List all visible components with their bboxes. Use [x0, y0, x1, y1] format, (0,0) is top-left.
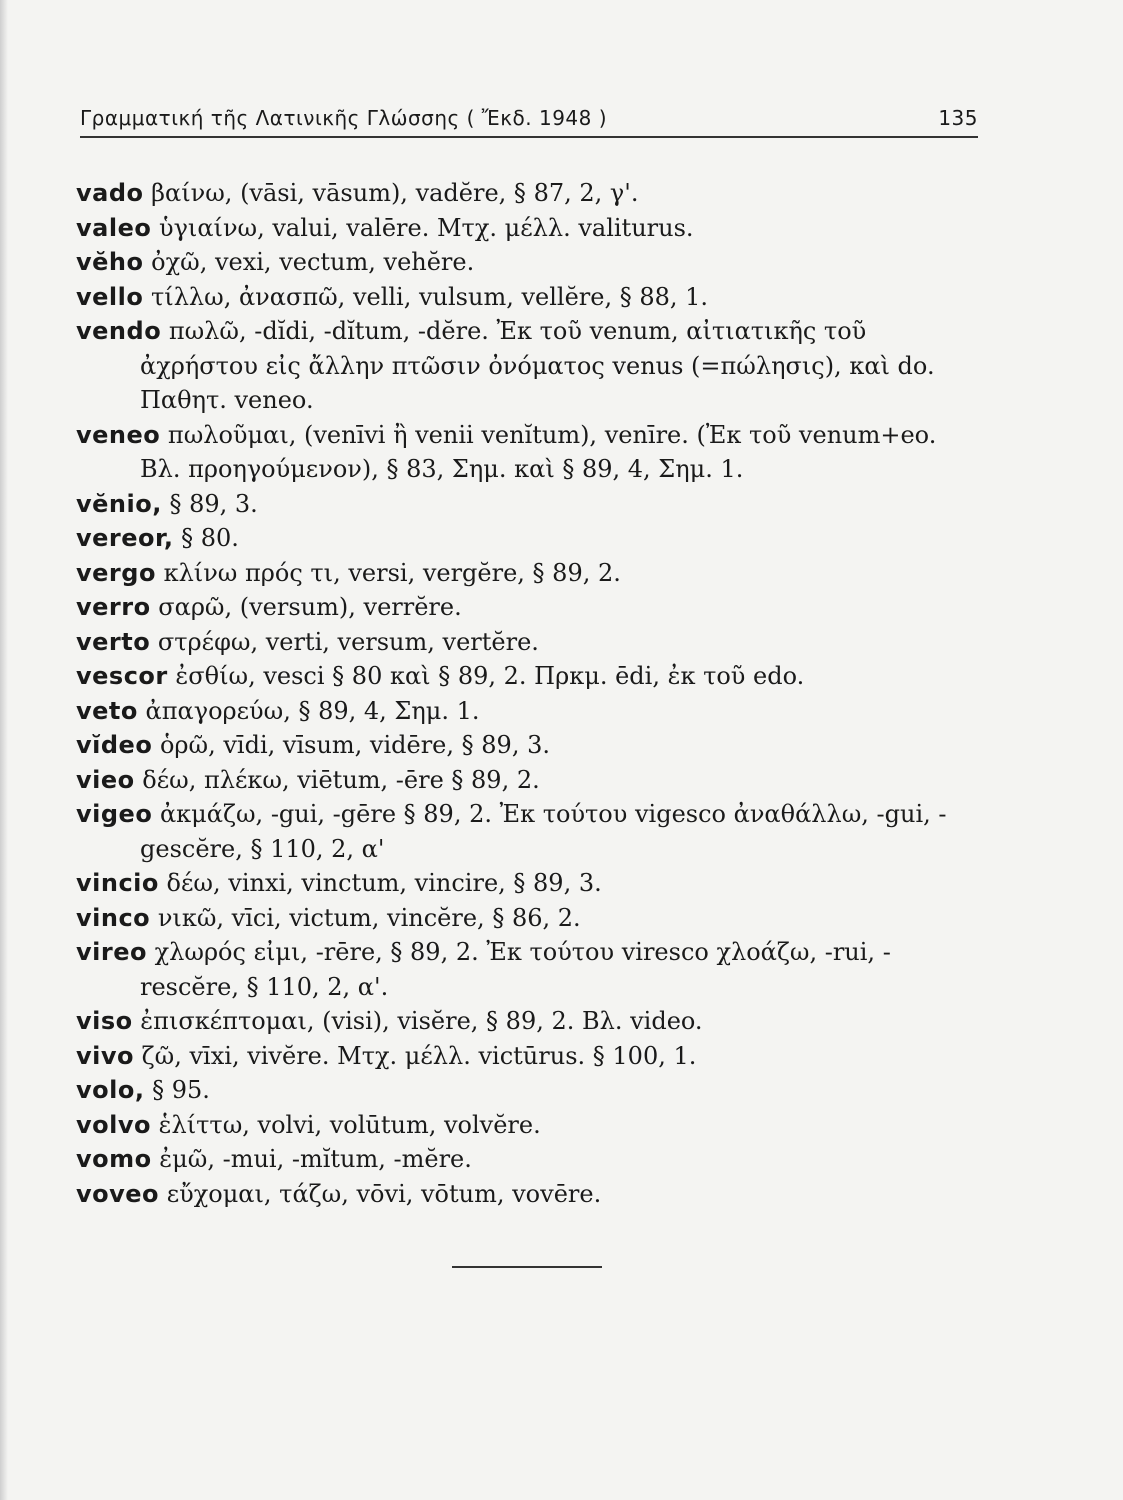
dictionary-entry — [76, 1142, 981, 1177]
headword: voveo — [76, 1179, 160, 1208]
definition: ἐμῶ, -mui, -mĭtum, -mĕre. — [159, 1145, 472, 1173]
dictionary-entry — [76, 211, 981, 246]
definition: πωλῶ, -dĭdi, -dĭtum, -dĕre. Ἐκ τοῦ venum, αἰτιατικῆς τοῦ ἀχρήστου εἰς ἄλλην πτῶσιν ὀνόματος venus (=πώλησις), καὶ do. Παθητ. veneo. — [140, 317, 935, 414]
dictionary-entry — [76, 487, 981, 522]
headword: vello — [76, 282, 144, 311]
definition: πωλοῦμαι, (venīvi ἢ venii venĭtum), venīre. (Ἐκ τοῦ venum+eo. Βλ. προηγούμενον), § 83, Σημ. καὶ § 89, 4, Σημ. 1. — [140, 420, 937, 483]
headword: verto — [76, 627, 151, 656]
dictionary-entry — [76, 625, 981, 660]
dictionary-entry — [76, 1073, 981, 1108]
headword: vĕnio, — [76, 489, 162, 518]
dictionary-entry — [76, 1004, 981, 1039]
dictionary-entry — [76, 694, 981, 729]
definition: σαρῶ, (versum), verrĕre. — [158, 593, 462, 621]
dictionary-entries — [76, 176, 981, 1211]
dictionary-entry — [76, 901, 981, 936]
definition: ζῶ, vīxi, vivĕre. Μτχ. μέλλ. victūrus. § 100, 1. — [141, 1041, 697, 1070]
dictionary-entry — [76, 1039, 981, 1074]
dictionary-entry — [76, 280, 981, 315]
definition: ἀκμάζω, -gui, -gēre § 89, 2. Ἐκ τούτου vigesco ἀναθάλλω, -gui, -gescĕre, § 110, 2, α' — [140, 800, 947, 863]
dictionary-entry — [76, 314, 981, 418]
definition: δέω, vinxi, vinctum, vincire, § 89, 3. — [166, 869, 602, 897]
definition: κλίνω πρός τι, versi, vergĕre, § 89, 2. — [163, 558, 621, 587]
end-rule — [452, 1266, 602, 1268]
definition: § 80. — [181, 524, 239, 552]
dictionary-entry — [76, 797, 981, 866]
headword: vergo — [76, 558, 156, 587]
headword: vescor — [76, 662, 168, 690]
dictionary-entry — [76, 1177, 981, 1212]
definition: χλωρός εἰμι, -rēre, § 89, 2. Ἐκ τούτου viresco χλοάζω, -rui, -rescĕre, § 110, 2, α'. — [140, 938, 891, 1001]
dictionary-entry — [76, 763, 981, 798]
definition: ἐσθίω, vesci § 80 καὶ § 89, 2. Πρκμ. ēdi, ἐκ τοῦ edo. — [175, 662, 805, 690]
definition: τίλλω, ἀνασπῶ, velli, vulsum, vellĕre, § 88, 1. — [151, 282, 709, 311]
headword: vereor, — [76, 524, 174, 552]
headword: volo, — [76, 1076, 145, 1104]
headword: veneo — [76, 420, 161, 449]
dictionary-entry — [76, 556, 981, 591]
page-edge — [0, 0, 8, 1500]
headword: volvo — [76, 1110, 151, 1139]
headword: viso — [76, 1007, 133, 1035]
definition: στρέφω, verti, versum, vertĕre. — [157, 627, 539, 656]
dictionary-entry — [76, 935, 981, 1004]
definition: νικῶ, vīci, victum, vincĕre, § 86, 2. — [157, 903, 581, 932]
definition: ὀχῶ, vexi, vectum, vehĕre. — [151, 248, 475, 276]
definition: εὔχομαι, τάζω, vōvi, vōtum, vovēre. — [166, 1179, 602, 1208]
definition: ὑγιαίνω, valui, valēre. Μτχ. μέλλ. valiturus. — [158, 213, 694, 242]
headword: vireo — [76, 938, 147, 966]
definition: δέω, πλέκω, viētum, -ēre § 89, 2. — [142, 765, 540, 794]
definition: § 95. — [152, 1076, 210, 1104]
headword: vĕho — [76, 248, 144, 276]
headword: veto — [76, 696, 138, 725]
headword: vado — [76, 179, 144, 207]
dictionary-entry — [76, 728, 981, 763]
headword: verro — [76, 593, 151, 621]
dictionary-entry — [76, 245, 981, 280]
headword: vigeo — [76, 800, 153, 828]
definition: ἑλίττω, volvi, volūtum, volvĕre. — [158, 1110, 541, 1139]
dictionary-entry — [76, 418, 981, 487]
dictionary-entry — [76, 590, 981, 625]
headword: vieo — [76, 765, 135, 794]
headword: vincio — [76, 869, 159, 897]
headword: vinco — [76, 903, 151, 932]
dictionary-entry — [76, 659, 981, 694]
headword: vomo — [76, 1145, 152, 1173]
definition: ἀπαγορεύω, § 89, 4, Σημ. 1. — [145, 696, 480, 725]
headword: valeo — [76, 213, 152, 242]
headword: vendo — [76, 317, 162, 345]
dictionary-entry — [76, 521, 981, 556]
definition: ὁρῶ, vīdi, vīsum, vidēre, § 89, 3. — [159, 731, 550, 759]
dictionary-entry — [76, 1108, 981, 1143]
dictionary-entry — [76, 176, 981, 211]
headword: vivo — [76, 1041, 135, 1070]
headword: vĭdeo — [76, 731, 153, 759]
definition: ἐπισκέπτομαι, (visi), visĕre, § 89, 2. Βλ. video. — [140, 1007, 703, 1035]
page-number: 135 — [938, 106, 978, 130]
definition: βαίνω, (vāsi, vāsum), vadĕre, § 87, 2, γ'. — [151, 179, 639, 207]
dictionary-entry — [76, 866, 981, 901]
running-header — [80, 106, 978, 138]
running-title: Γραμματική τῆς Λατινικῆς Γλώσσης ( Ἔκδ. 1948 ) — [80, 106, 608, 130]
definition: § 89, 3. — [169, 489, 258, 518]
